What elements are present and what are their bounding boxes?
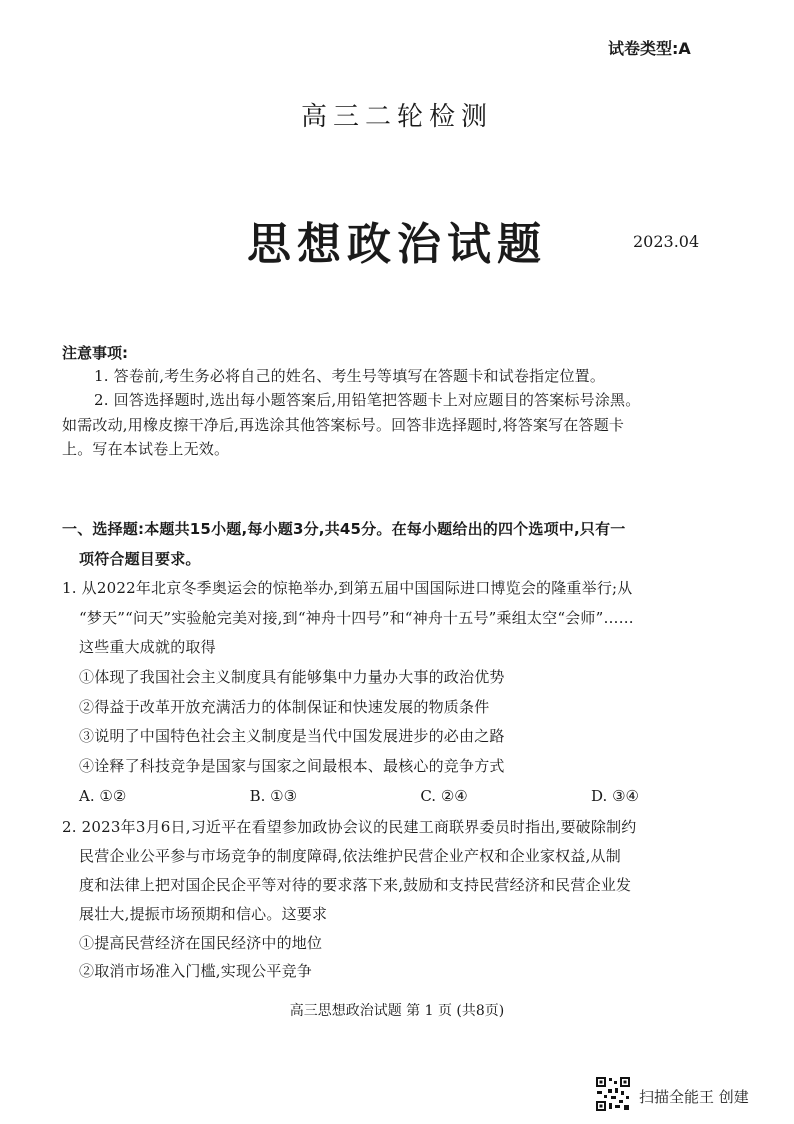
q1-option-c: C. ②④: [420, 787, 468, 805]
section-heading-line-1: 一、选择题:本题共15小题,每小题3分,共45分。在每小题给出的四个选项中,只有一: [62, 520, 626, 538]
q1-statement-3: ③说明了中国特色社会主义制度是当代中国发展进步的必由之路: [79, 727, 505, 745]
q1-statement-2: ②得益于改革开放充满活力的体制保证和快速发展的物质条件: [79, 698, 490, 716]
q1-statement-1: ①体现了我国社会主义制度具有能够集中力量办大事的政治优势: [79, 668, 505, 686]
q2-statement-1: ①提高民营经济在国民经济中的地位: [79, 934, 323, 952]
notice-item-2-line-3: 上。写在本试卷上无效。: [62, 440, 230, 458]
page-footer: 高三思想政治试题 第 1 页 (共8页): [289, 1003, 505, 1019]
q1-option-d: D. ③④: [591, 787, 639, 805]
q1-option-b: B. ①③: [249, 787, 298, 805]
qr-code-icon: [595, 1076, 631, 1116]
scanner-watermark: [595, 1076, 749, 1116]
notice-item-2-line-2: 如需改动,用橡皮擦干净后,再选涂其他答案标号。回答非选择题时,将答案写在答题卡: [62, 416, 625, 434]
section-heading-line-2: 项符合题目要求。: [79, 550, 201, 568]
notice-item-1: 1. 答卷前,考生务必将自己的姓名、考生号等填写在答题卡和试卷指定位置。: [94, 367, 606, 385]
exam-date: 2023.04: [633, 232, 700, 251]
q1-statement-4: ④诠释了科技竞争是国家与国家之间最根本、最核心的竞争方式: [79, 757, 505, 775]
q1-stem-line-2: “梦天”“问天”实验舱完美对接,到“神舟十四号”和“神舟十五号”乘组太空“会师”……: [79, 609, 634, 627]
q1-option-a: A. ①②: [79, 787, 127, 805]
q1-stem-line-1: 1. 从2022年北京冬季奥运会的惊艳举办,到第五届中国国际进口博览会的隆重举行;从: [62, 579, 633, 597]
notice-heading: 注意事项:: [62, 344, 128, 362]
q2-stem-line-2: 民营企业公平参与市场竞争的制度障碍,依法维护民营企业产权和企业家权益,从制: [79, 847, 621, 865]
q2-statement-2: ②取消市场准入门槛,实现公平竞争: [79, 962, 312, 980]
notice-item-2-line-1: 2. 回答选择题时,选出每小题答案后,用铅笔把答题卡上对应题目的答案标号涂黑。: [94, 391, 641, 409]
q2-stem-line-3: 度和法律上把对国企民企平等对待的要求落下来,鼓励和支持民营经济和民营企业发: [79, 876, 632, 894]
paper-type-label: 试卷类型:A: [608, 39, 691, 58]
q2-stem-line-4: 展壮大,提振市场预期和信心。这要求: [79, 905, 328, 923]
q1-options: [79, 787, 639, 805]
q2-stem-line-1: 2. 2023年3月6日,习近平在看望参加政协会议的民建工商联界委员时指出,要破除制约: [62, 818, 637, 836]
scanner-watermark-text: 扫描全能王 创建: [639, 1087, 749, 1106]
q1-stem-line-3: 这些重大成就的取得: [79, 638, 216, 656]
exam-title: 思想政治试题: [247, 219, 547, 270]
exam-subtitle: 高三二轮检测: [300, 102, 493, 132]
